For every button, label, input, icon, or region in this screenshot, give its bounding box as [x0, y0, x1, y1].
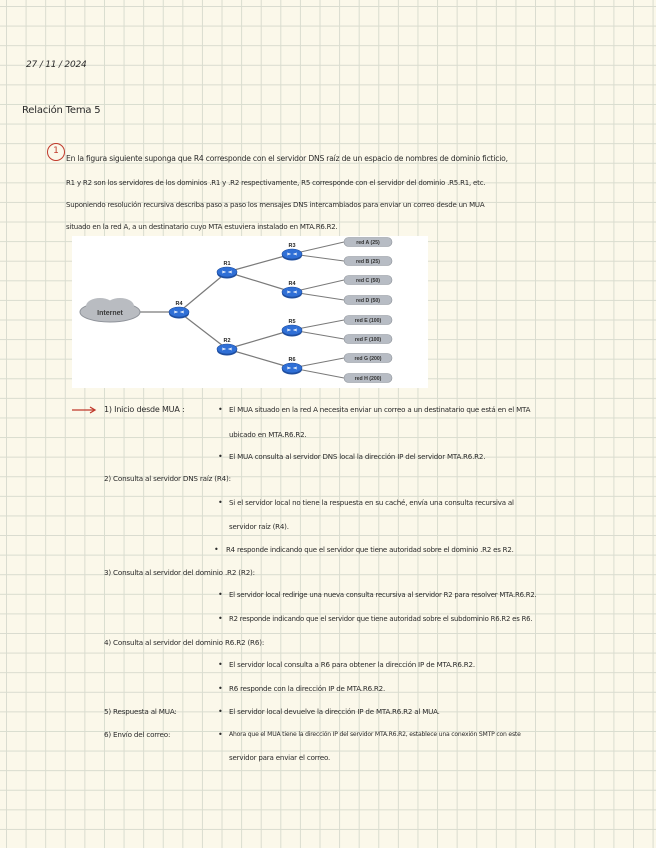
- router-icon: [217, 267, 237, 277]
- exercise-number: 1: [53, 146, 59, 156]
- router-label: R2: [223, 338, 231, 344]
- network-label: red F (100): [354, 337, 382, 344]
- step-1-label: 1) Inicio desde MUA :: [104, 405, 185, 414]
- bullet-dot: •: [218, 405, 223, 414]
- link-line: [179, 272, 227, 312]
- step-2-bullet-1-line-2: servidor raíz (R4).: [229, 522, 289, 531]
- bullet-dot: •: [218, 684, 223, 693]
- network-label: red B (25): [356, 259, 380, 266]
- routers: [169, 243, 302, 375]
- link-line: [227, 272, 292, 292]
- bullet-dot: •: [218, 614, 223, 623]
- step-3-label: 3) Consulta al servidor del dominio .R2 (R2):: [104, 568, 255, 577]
- bullet-dot: •: [218, 707, 223, 716]
- network-label: red D (50): [356, 298, 380, 305]
- link-line: [179, 312, 227, 349]
- network-diagram: [72, 236, 428, 388]
- bullet-dot: •: [218, 498, 223, 507]
- step-1-bullet-1-line-1: El MUA situado en la red A necesita enviar un correo a un destinatario que está en el MTA: [229, 405, 531, 414]
- router-icon: [217, 344, 237, 354]
- step-4-label: 4) Consulta al servidor del dominio R6.R2 (R6):: [104, 638, 265, 647]
- link-line: [227, 254, 292, 272]
- exercise-line-1: En la figura siguiente suponga que R4 corresponde con el servidor DNS raíz de un espacio de nombres de dominio ficticio,: [66, 154, 508, 163]
- network-label: red E (100): [354, 318, 382, 325]
- step-6-label: 6) Envío del correo:: [104, 730, 171, 739]
- step-3-bullet-2: R2 responde indicando que el servidor que tiene autoridad sobre el subdominio R6.R2 es R6.: [229, 615, 533, 623]
- step-3-bullet-1: El servidor local redirige una nueva consulta recursiva al servidor R2 para resolver MTA.R6.R2.: [229, 591, 537, 599]
- network-boxes: [344, 238, 392, 383]
- router-icon: [169, 307, 189, 317]
- step-5-bullet-1: El servidor local devuelve la dirección IP de MTA.R6.R2 al MUA.: [229, 707, 440, 716]
- step-2-label: 2) Consulta al servidor DNS raíz (R4):: [104, 474, 231, 483]
- link-line: [227, 349, 292, 368]
- step-2-bullet-1-line-1: Si el servidor local no tiene la respuesta en su caché, envía una consulta recursiva al: [229, 498, 514, 507]
- router-icon: [282, 249, 302, 259]
- internet-cloud: [80, 298, 140, 322]
- step-2-bullet-2: R4 responde indicando que el servidor que tiene autoridad sobre el dominio .R2 es R2.: [226, 546, 514, 554]
- exercise-number-circle: [47, 143, 65, 161]
- exercise-line-4: situado en la red A, a un destinatario cuyo MTA estuviera instalado en MTA.R6.R2.: [66, 223, 338, 231]
- router-icon: [282, 287, 302, 297]
- step-4-bullet-2: R6 responde con la dirección IP de MTA.R6.R2.: [229, 684, 386, 693]
- router-label: R5: [288, 319, 296, 325]
- step-6-bullet-1-line-2: servidor para enviar el correo.: [229, 753, 331, 762]
- date-label: 27 / 11 / 2024: [26, 60, 87, 70]
- router-icon: [282, 325, 302, 335]
- router-label: R4: [175, 301, 183, 307]
- link-line: [227, 330, 292, 349]
- internet-label: Internet: [97, 310, 123, 317]
- router-label: R4: [288, 281, 296, 287]
- page-title: Relación Tema 5: [22, 105, 101, 116]
- router-label: R6: [288, 357, 296, 363]
- bullet-dot: •: [218, 730, 223, 739]
- router-label: R1: [223, 261, 231, 267]
- bullet-dot: •: [214, 545, 219, 554]
- network-label: red A (25): [356, 240, 380, 247]
- network-label: red G (200): [354, 356, 382, 363]
- network-label: red H (200): [354, 376, 382, 383]
- exercise-line-2: R1 y R2 son los servidores de los dominios .R1 y .R2 respectivamente, R5 corresponde con el servidor del dominio .R5.R1, etc.: [66, 179, 486, 187]
- bullet-dot: •: [218, 590, 223, 599]
- step-1-bullet-2: El MUA consulta al servidor DNS local la dirección IP del servidor MTA.R6.R2.: [229, 452, 486, 461]
- step-1-bullet-1-line-2: ubicado en MTA.R6.R2.: [229, 430, 307, 439]
- step-5-label: 5) Respuesta al MUA:: [104, 707, 177, 716]
- step-4-bullet-1: El servidor local consulta a R6 para obtener la dirección IP de MTA.R6.R2.: [229, 660, 475, 669]
- router-icon: [282, 363, 302, 373]
- network-label: red C (50): [356, 278, 380, 285]
- bullet-dot: •: [218, 660, 223, 669]
- bullet-dot: •: [218, 452, 223, 461]
- arrow-icon: [72, 406, 98, 414]
- router-label: R3: [288, 243, 296, 249]
- exercise-line-3: Suponiendo resolución recursiva describa paso a paso los mensajes DNS intercambiados para enviar un correo desde un MUA: [66, 201, 485, 209]
- step-6-bullet-1-line-1: Ahora que el MUA tiene la dirección IP del servidor MTA.R6.R2, establece una conexión SMTP con este: [229, 731, 521, 738]
